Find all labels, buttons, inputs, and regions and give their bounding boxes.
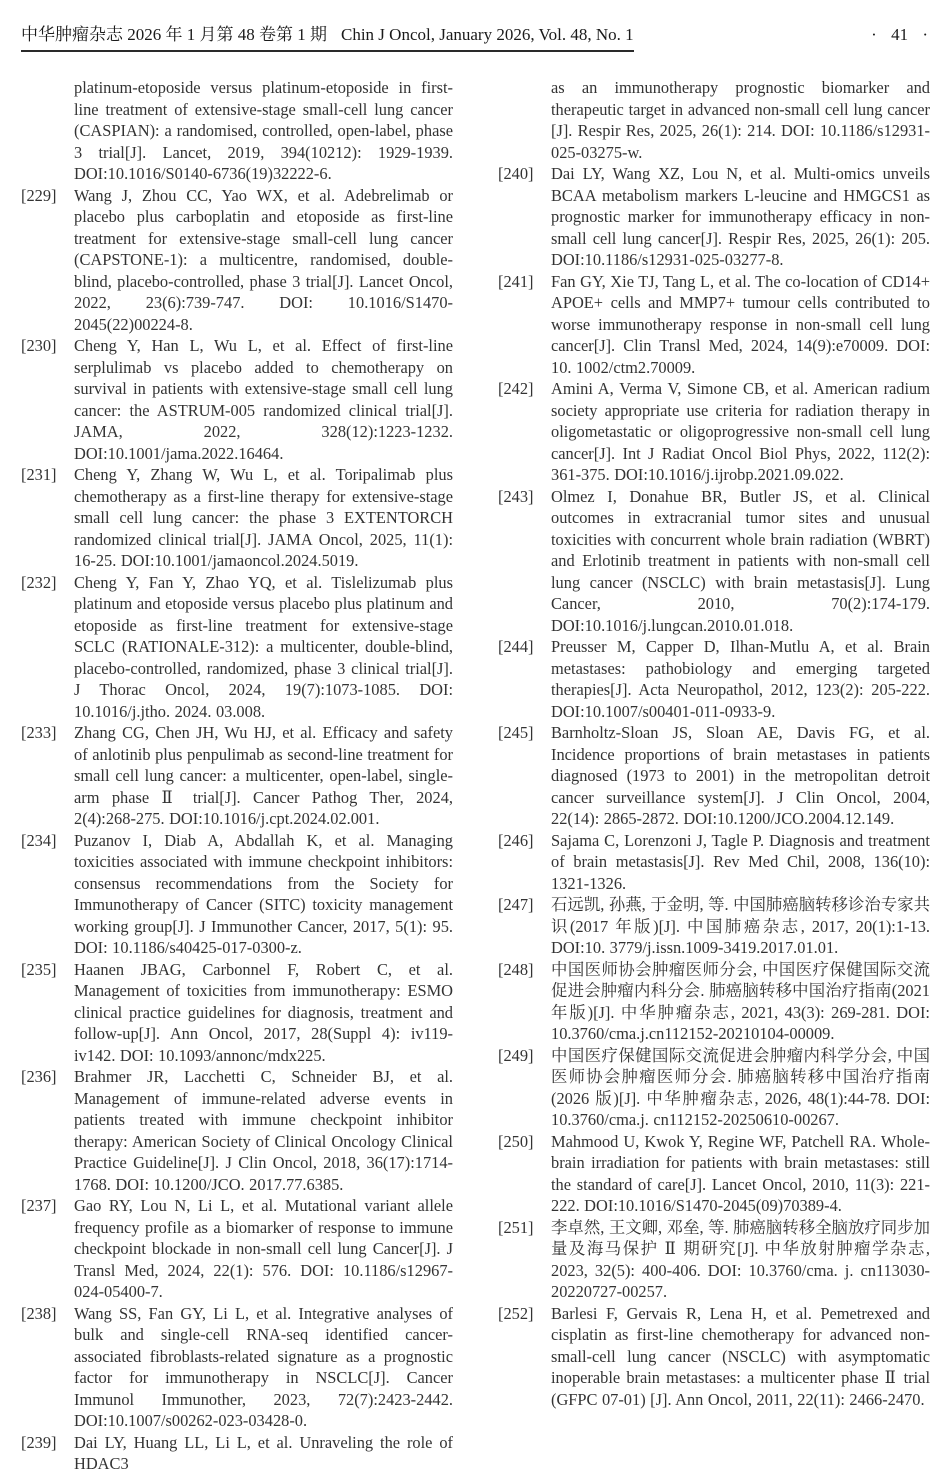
reference-entry [21, 185, 453, 336]
reference-text: Cheng Y, Han L, Wu L, et al. Effect of first-line serplulimab vs placebo added to chemotherapy on survival in patients with extensive-stage small cell lung cancer: the ASTRUM-005 randomized clinical trial[J]. JAMA, 2022, 328(12):1223-1232. DOI:10.1001/jama.2022.16464. [74, 336, 453, 463]
reference-entry [498, 378, 930, 486]
reference-entry [21, 959, 453, 1067]
reference-entry [21, 464, 453, 572]
page-number: · 41 · [871, 25, 928, 44]
reference-text: Olmez I, Donahue BR, Butler JS, et al. Clinical outcomes in extracranial tumor sites and unusual toxicities with concurrent whole brain radiation (WBRT) and Erlotinib treatment in patients with non-small cell lung cancer (NSCLC) with brain metastasis[J]. Lung Cancer, 2010, 70(2):174-179. DOI:10.1016/j.lungcan.2010.01.018. [551, 486, 930, 635]
reference-entry [498, 486, 930, 637]
reference-number: [231] [21, 465, 57, 484]
reference-number: [244] [498, 637, 534, 656]
reference-number: [249] [498, 1045, 534, 1065]
reference-number: [234] [21, 830, 57, 850]
reference-entry [21, 1066, 453, 1195]
reference-entry [21, 1303, 453, 1432]
reference-entry [498, 1045, 930, 1131]
reference-number: [246] [498, 830, 534, 850]
journal-title-cn: 中华肿瘤杂志 2026 年 1 月第 48 卷第 1 期 [21, 25, 327, 44]
reference-text: Wang J, Zhou CC, Yao WX, et al. Adebrelimab or placebo plus carboplatin and etoposide as first-line treatment for extensive-stage small-cell lung cancer (CAPSTONE-1): a multicentre, randomised, double-blind, placebo-controlled, phase 3 trial[J]. Lancet Oncol, 2022, 23(6):739-747. DOI: 10.1016/S1470-2045(22)00224-8. [74, 185, 453, 334]
reference-entry [498, 959, 930, 1045]
reference-entry [498, 77, 930, 163]
reference-entry [21, 335, 453, 464]
reference-text: Cheng Y, Fan Y, Zhao YQ, et al. Tislelizumab plus platinum and etoposide versus placebo plus platinum and etoposide as first-line treatment for extensive-stage SCLC (RATIONALE-312): a multicenter, double-blind, placebo-controlled, randomized, phase 3 clinical trial[J]. J Thorac Oncol, 2024, 19(7):1073-1085. DOI: 10.1016/j.jtho. 2024. 03.008. [74, 572, 453, 721]
reference-text: Mahmood U, Kwok Y, Regine WF, Patchell RA. Whole-brain irradiation for patients with brain metastases: still the standard of care[J]. Lancet Oncol, 2010, 11(3): 221-222. DOI:10.1016/S1470-2045(09)70389-4. [551, 1131, 930, 1215]
reference-text: Sajama C, Lorenzoni J, Tagle P. Diagnosis and treatment of brain metastasis[J]. Rev Med Chil, 2008, 136(10): 1321-1326. [551, 830, 930, 893]
reference-number: [241] [498, 271, 534, 291]
reference-text: Fan GY, Xie TJ, Tang L, et al. The co-location of CD14+ APOE+ cells and MMP7+ tumour cells contributed to worse immunotherapy response in non-small cell lung cancer[J]. Clin Transl Med, 2024, 14(9):e70009. DOI: 10. 1002/ctm2.70009. [551, 271, 930, 377]
reference-number: [243] [498, 486, 534, 506]
reference-entry [21, 572, 453, 723]
reference-text: 石远凯, 孙燕, 于金明, 等. 中国肺癌脑转移诊治专家共识(2017 年版)[J]. 中国肺癌杂志, 2017, 20(1):1-13. DOI:10. 3779/j.issn.1009-3419.2017.01.01. [551, 895, 930, 957]
reference-text: Barnholtz-Sloan JS, Sloan AE, Davis FG, et al. Incidence proportions of brain metastases in patients diagnosed (1973 to 2001) in the metropolitan detroit cancer surveillance system[J]. J Clin Oncol, 2004, 22(14): 2865-2872. DOI:10.1200/JCO.2004.12.149. [551, 723, 930, 828]
reference-entry [498, 636, 930, 722]
references-left-column [21, 77, 453, 1475]
journal-header [0, 0, 948, 52]
reference-number: [242] [498, 379, 534, 398]
reference-text: Amini A, Verma V, Simone CB, et al. American radium society appropriate use criteria for radiation therapy in oligometastatic or oligoprogressive non-small cell lung cancer[J]. Int J Radiat Oncol Biol Phys, 2022, 112(2): 361-375. DOI:10.1016/j.ijrobp.2021.09.022. [551, 379, 930, 484]
reference-number: [232] [21, 572, 57, 592]
reference-text: Barlesi F, Gervais R, Lena H, et al. Pemetrexed and cisplatin as first-line chemotherapy for advanced non-small-cell lung cancer (NSCLC) with asymptomatic inoperable brain metastases: a multicenter phase Ⅱ trial (GFPC 07-01) [J]. Ann Oncol, 2011, 22(11): 2466-2470. [551, 1303, 930, 1409]
reference-entry [498, 271, 930, 379]
reference-text: as an immunotherapy prognostic biomarker and therapeutic target in advanced non-small cell lung cancer [J]. Respir Res, 2025, 26(1): 214. DOI: 10.1186/s12931-025-03275-w. [551, 78, 930, 162]
reference-text: Dai LY, Huang LL, Li L, et al. Unraveling the role of HDAC3 [74, 1432, 453, 1473]
reference-text: Wang SS, Fan GY, Li L, et al. Integrative analyses of bulk and single-cell RNA-seq identified cancer-associated fibroblasts-related signature as a prognostic factor for immunotherapy in NSCLC[J]. Cancer Immunol Immunother, 2023, 72(7):2423-2442. DOI:10.1007/s00262-023-03428-0. [74, 1303, 453, 1430]
reference-number: [252] [498, 1303, 534, 1323]
reference-text: Puzanov I, Diab A, Abdallah K, et al. Managing toxicities associated with immune checkpoint inhibitors: consensus recommendations from the Society for Immunotherapy of Cancer (SITC) toxicity management working group[J]. J Immunother Cancer, 2017, 5(1): 95. DOI: 10.1186/s40425-017-0300-z. [74, 830, 453, 957]
reference-entry [21, 77, 453, 185]
reference-number: [240] [498, 164, 534, 183]
reference-text: 中国医疗保健国际交流促进会肿瘤内科学分会, 中国医师协会肿瘤医师分会. 肺癌脑转移中国治疗指南(2026 版)[J]. 中华肿瘤杂志, 2026, 48(1):44-78. DOI: 10.3760/cma.j. cn112152-20250610-00267. [551, 1045, 930, 1129]
reference-text: Cheng Y, Zhang W, Wu L, et al. Toripalimab plus chemotherapy as a first-line therapy for extensive-stage small cell lung cancer: the phase 3 EXTENTORCH randomized clinical trial[J]. JAMA Oncol, 2025, 11(1): 16-25. DOI:10.1001/jamaoncol.2024.5019. [74, 465, 453, 570]
reference-entry [498, 1303, 930, 1411]
reference-entry [21, 722, 453, 830]
reference-number: [239] [21, 1432, 57, 1452]
reference-number: [248] [498, 959, 534, 979]
reference-text: platinum-etoposide versus platinum-etoposide in first-line treatment of extensive-stage small-cell lung cancer (CASPIAN): a randomised, controlled, open-label, phase 3 trial[J]. Lancet, 2019, 394(10212): 1929-1939. DOI:10.1016/S0140-6736(19)32222-6. [74, 78, 453, 183]
reference-text: Preusser M, Capper D, Ilhan-Mutlu A, et al. Brain metastases: pathobiology and emerging targeted therapies[J]. Acta Neuropathol, 2012, 123(2): 205-222. DOI:10.1007/s00401-011-0933-9. [551, 637, 930, 721]
journal-header-title [21, 20, 634, 52]
reference-entry [498, 163, 930, 271]
reference-text: Dai LY, Wang XZ, Lou N, et al. Multi-omics unveils BCAA metabolism markers L-leucine and HMGCS1 as prognostic marker for immunotherapy efficacy in non-small cell lung cancer[J]. Respir Res, 2025, 26(1): 205. DOI:10.1186/s12931-025-03277-8. [551, 164, 930, 269]
reference-entry [21, 830, 453, 959]
reference-text: Zhang CG, Chen JH, Wu HJ, et al. Efficacy and safety of anlotinib plus penpulimab as second-line treatment for small cell lung cancer: a multicenter, open-label, single-arm phase Ⅱ trial[J]. Cancer Pathog Ther, 2024, 2(4):268-275. DOI:10.1016/j.cpt.2024.02.001. [74, 723, 453, 828]
reference-entry [498, 1131, 930, 1217]
reference-number: [237] [21, 1196, 57, 1215]
reference-entry [498, 894, 930, 959]
reference-number: [235] [21, 959, 57, 979]
reference-text: Brahmer JR, Lacchetti C, Schneider BJ, et al. Management of immune-related adverse events in patients treated with immune checkpoint inhibitor therapy: American Society of Clinical Oncology Clinical Practice Guideline[J]. J Clin Oncol, 2018, 36(17):1714-1768. DOI: 10.1200/JCO. 2017.77.6385. [74, 1067, 453, 1194]
reference-number: [229] [21, 185, 57, 205]
reference-entry [498, 1217, 930, 1303]
reference-text: 中国医师协会肿瘤医师分会, 中国医疗保健国际交流促进会肿瘤内科分会. 肺癌脑转移中国治疗指南(2021 年版)[J]. 中华肿瘤杂志, 2021, 43(3): 269-281. DOI: 10.3760/cma.j.cn112152-20210104-00009. [551, 959, 930, 1043]
references-right-column [498, 77, 930, 1475]
reference-number: [250] [498, 1131, 534, 1151]
reference-entry [498, 830, 930, 895]
references-columns [0, 52, 948, 1475]
reference-entry [21, 1195, 453, 1303]
reference-text: 李卓然, 王文卿, 邓垒, 等. 肺癌脑转移全脑放疗同步加量及海马保护 Ⅱ 期研究[J]. 中华放射肿瘤学杂志, 2023, 32(5): 400-406. DOI: 10.3760/cma. j. cn113030-20220727-00257. [551, 1217, 930, 1301]
reference-number: [236] [21, 1067, 57, 1086]
reference-text: Haanen JBAG, Carbonnel F, Robert C, et al. Management of toxicities from immunotherapy: ESMO clinical practice guidelines for diagnosis, treatment and follow-up[J]. Ann Oncol, 2017, 28(Suppl 4): iv119-iv142. DOI: 10.1093/annonc/mdx225. [74, 959, 453, 1065]
reference-text: Gao RY, Lou N, Li L, et al. Mutational variant allele frequency profile as a biomarker of response to immune checkpoint blockade in non-small cell lung Cancer[J]. J Transl Med, 2024, 22(1): 576. DOI: 10.1186/s12967-024-05400-7. [74, 1196, 453, 1301]
reference-number: [247] [498, 895, 534, 914]
reference-number: [238] [21, 1303, 57, 1323]
journal-title-en: Chin J Oncol, January 2026, Vol. 48, No. 1 [341, 25, 634, 44]
reference-number: [233] [21, 723, 57, 742]
reference-number: [251] [498, 1217, 534, 1237]
reference-entry [21, 1432, 453, 1475]
reference-number: [230] [21, 336, 57, 355]
reference-number: [245] [498, 723, 534, 742]
reference-entry [498, 722, 930, 830]
